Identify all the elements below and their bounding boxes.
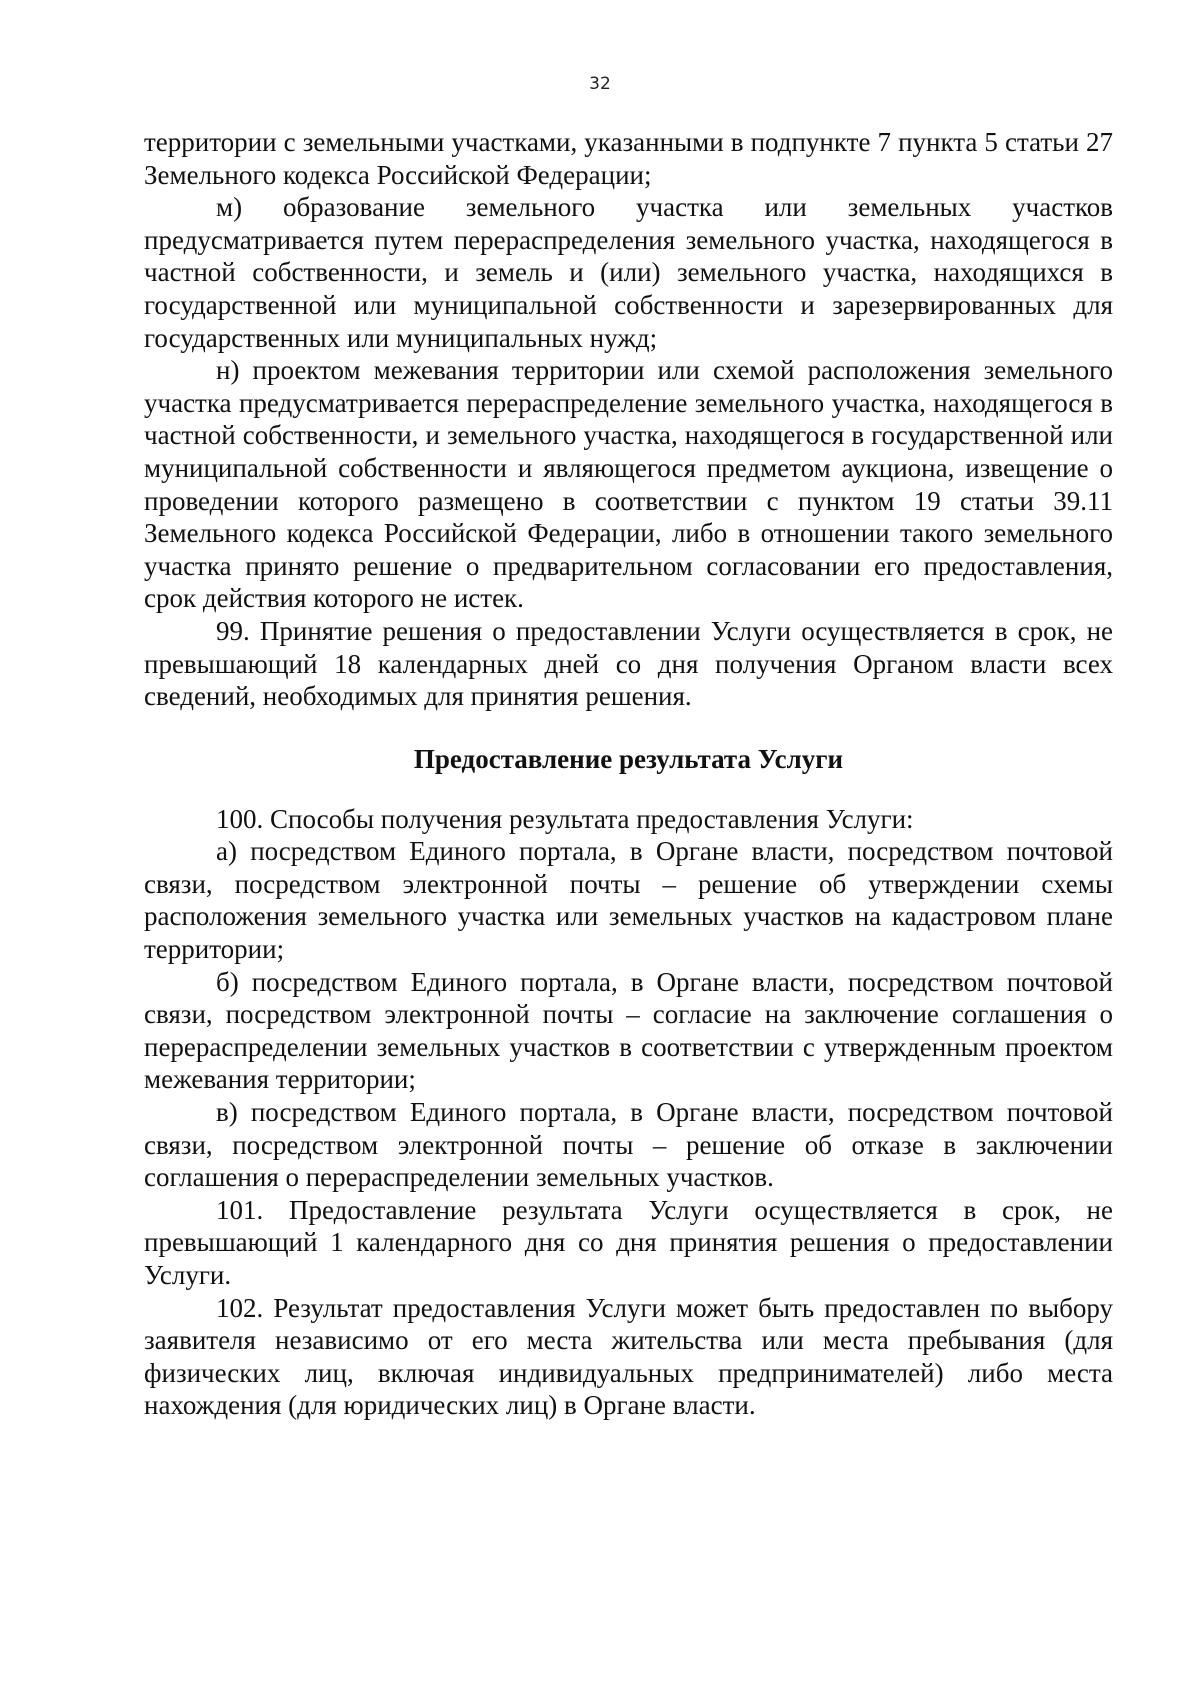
paragraph-item-b: б) посредством Единого портала, в Органе власти, посредством почтовой связи, посредством электронной почты – согласие на заключение соглашения о перераспределении земельных участков в соответствии с утвержденным проектом межевания территории; [144,966,1113,1095]
paragraph-continuation: территории с земельными участками, указанными в подпункте 7 пункта 5 статьи 27 Земельного кодекса Российской Федерации; [144,127,1113,190]
document-body [144,126,1113,1422]
page-number: 32 [589,74,611,94]
section-heading: Предоставление результата Услуги [413,743,844,774]
paragraph-item-n: н) проектом межевания территории или схемой расположения земельного участка предусматривается перераспределение земельного участка, находящегося в частной собственности, и земельного участка, находящегося в государственной или муниципальной собственности и являющегося предметом аукциона, извещение о проведении которого размещено в соответствии с пунктом 19 статьи 39.11 Земельного кодекса Российской Федерации, либо в отношении такого земельного участка принято решение о предварительном согласовании его предоставления, срок действия которого не истек. [144,355,1113,614]
paragraph-100: 100. Способы получения результата предоставления Услуги: [216,803,914,834]
paragraph-item-v: в) посредством Единого портала, в Органе власти, посредством почтовой связи, посредством электронной почты – решение об отказе в заключении соглашения о перераспределении земельных участков. [144,1097,1113,1193]
paragraph-item-m: м) образование земельного участка или земельных участков предусматривается путем перераспределения земельного участка, находящегося в частной собственности, и земель и (или) земельного участка, находящихся в государственной или муниципальной собственности и зарезервированных для государственных или муниципальных нужд; [144,192,1113,353]
paragraph-99: 99. Принятие решения о предоставлении Услуги осуществляется в срок, не превышающий 18 календарных дней со дня получения Органом власти всех сведений, необходимых для принятия решения. [144,615,1113,712]
paragraph-101: 101. Предоставление результата Услуги осуществляется в срок, не превышающий 1 календарного дня со дня принятия решения о предоставлении Услуги. [144,1194,1113,1290]
paragraph-102: 102. Результат предоставления Услуги может быть предоставлен по выбору заявителя независимо от его места жительства или места пребывания (для физических лиц, включая индивидуальных предпринимателей) либо места нахождения (для юридических лиц) в Органе власти. [144,1292,1113,1421]
paragraph-item-a: а) посредством Единого портала, в Органе власти, посредством почтовой связи, посредством электронной почты – решение об утверждении схемы расположения земельного участка или земельных участков на кадастровом плане территории; [144,836,1113,965]
